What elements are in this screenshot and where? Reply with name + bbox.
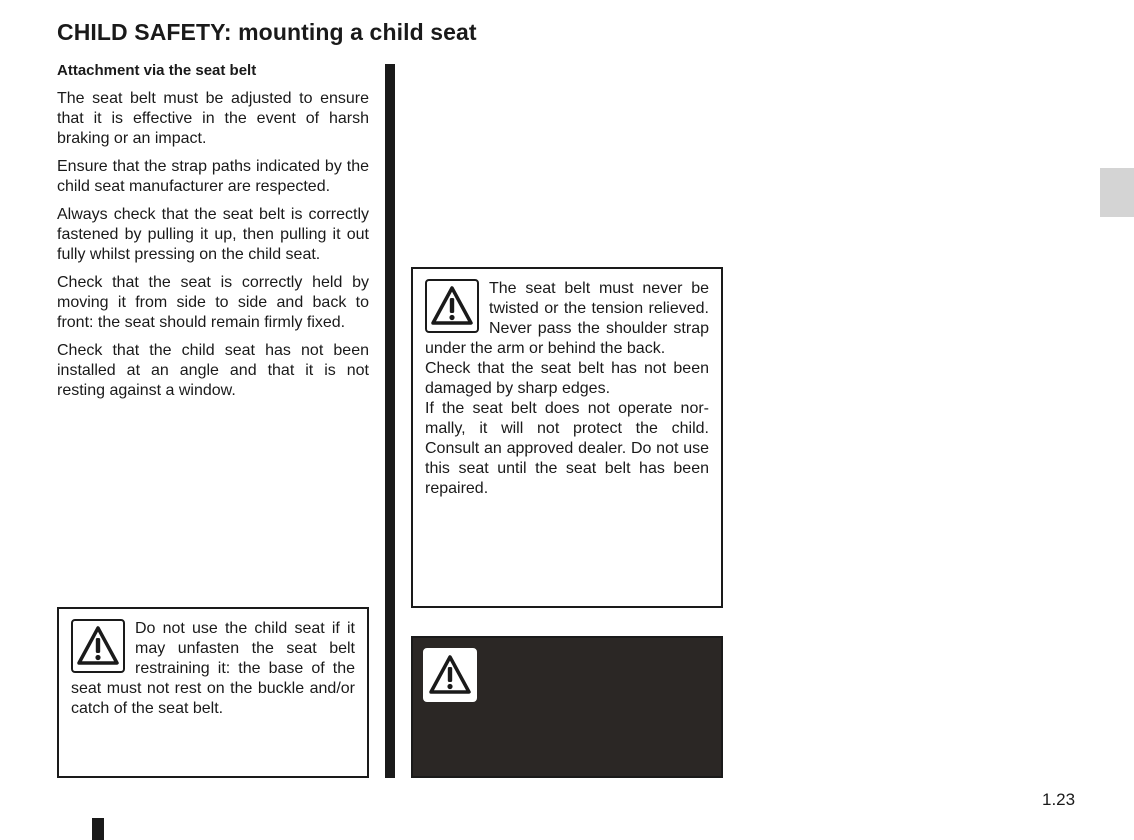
warning-triangle-icon — [425, 279, 479, 333]
warning-text: The seat belt must never be twisted or the tension relieved. Never pass the shoulder strap under the arm or behind the back. — [425, 280, 709, 357]
corner-mark — [92, 818, 104, 840]
paragraph: Check that the seat is correctly held by moving it from side to side and back to front: the seat should remain firmly fixed. — [57, 274, 369, 331]
warning-text: Do not use the child seat if it may unfasten the seat belt restraining it: the base of the seat must not rest on the buckle and/or catch of the seat belt. — [71, 620, 355, 717]
left-column — [57, 61, 369, 409]
paragraph: Always check that the seat belt is correctly fastened by pulling it up, then pulling it out fully whilst pressing on the child seat. — [57, 206, 369, 263]
paragraph: The seat belt must be adjusted to ensure that it is effective in the event of harsh braking or an impact. — [57, 90, 369, 147]
warning-text: If the seat belt does not operate normally, it will not protect the child. Consult an approved dealer. Do not use this seat until the seat belt has been repaired. — [425, 400, 709, 497]
page-title: CHILD SAFETY: mounting a child seat — [57, 19, 477, 45]
paragraph: Ensure that the strap paths indicated by the child seat manufacturer are respected. — [57, 158, 369, 195]
page-number: 1.23 — [1042, 790, 1076, 809]
warning-text: Check that the seat belt has not been damaged by sharp edges. — [425, 360, 709, 397]
warning-box-left — [57, 607, 369, 778]
warning-box-right — [411, 267, 723, 608]
warning-triangle-icon — [71, 619, 125, 673]
warning-triangle-icon — [423, 648, 477, 702]
paragraph: Check that the child seat has not been installed at an angle and that it is not resting against a window. — [57, 342, 369, 399]
section-subheading: Attachment via the seat belt — [57, 62, 257, 79]
warning-box-dark — [411, 636, 723, 778]
column-divider-bar — [385, 64, 395, 778]
chapter-tab-marker — [1100, 168, 1134, 217]
